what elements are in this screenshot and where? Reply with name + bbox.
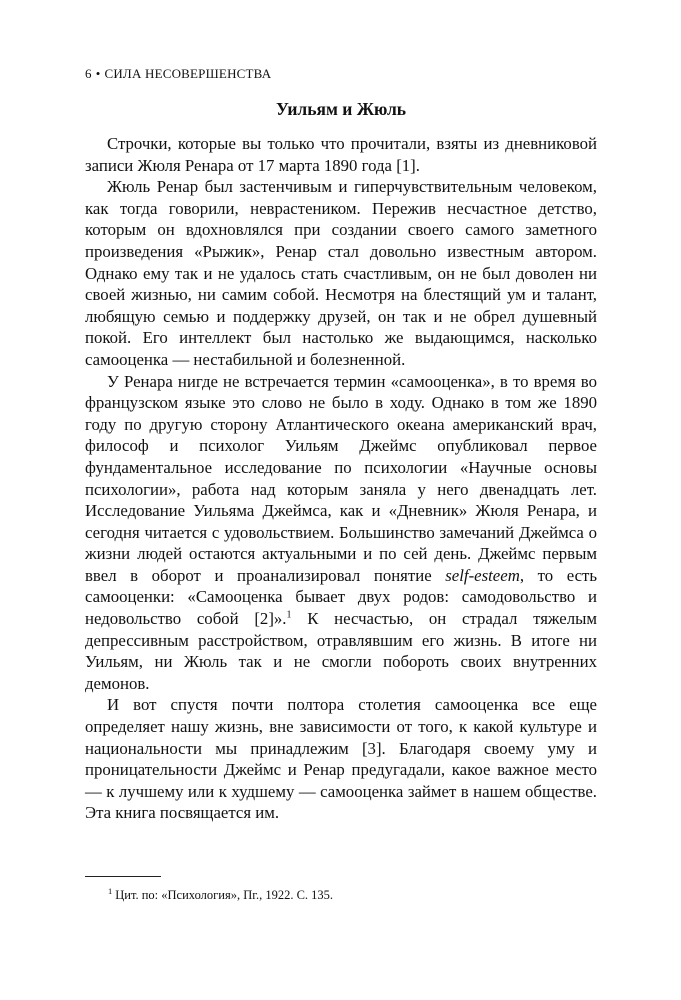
footnote-marker: 1: [108, 885, 113, 896]
footnote: [108, 885, 334, 903]
footnote-reference[interactable]: 1: [286, 609, 292, 621]
body-text: [85, 133, 597, 824]
paragraph-3: [85, 371, 597, 695]
running-head-separator: •: [95, 66, 101, 81]
footnote-text: Цит. по: «Психология», Пг., 1922. С. 135.: [115, 888, 334, 902]
page-number: 6: [85, 66, 92, 81]
paragraph-1: Строчки, которые вы только что прочитали, взяты из дневниковой записи Жюля Ренара от 17 марта 1890 года [1].: [85, 134, 597, 175]
paragraph-3-part-3: К несчастью, он страдал тяжелым депрессивным расстройством, отравлявшим его жизнь. В итоге ни Уильям, ни Жюль так и не смогли побороть своих внутренних демонов.: [85, 609, 597, 693]
paragraph-3-part-2: , то есть самооценки: «Самооценка бывает двух родов: самодовольство и недовольство собой [2]».: [85, 565, 598, 629]
footnote-divider: [85, 876, 161, 877]
chapter-title: Уильям и Жюль: [275, 99, 407, 119]
paragraph-2: Жюль Ренар был застенчивым и гиперчувствительным человеком, как тогда говорили, неврастеником. Пережив несчастное детство, которым он вдохновлялся при создании своего самого заметного произведения «Рыжик», Ренар стал довольно известным автором. Однако ему так и не удалось стать счастливым, он не был доволен ни своей жизнью, ни самим собой. Несмотря на блестящий ум и талант, любящую семью и поддержку друзей, он так и не обрел душевный покой. Его интеллект был настолько же выдающимся, насколько самооценка — нестабильной и болезненной.: [85, 177, 597, 369]
paragraph-4: И вот спустя почти полтора столетия самооценка все еще определяет нашу жизнь, вне зависимости от того, к какой культуре и национальности мы принадлежим [3]. Благодаря своему уму и проницательности Джеймс и Ренар предугадали, какое важное место — к лучшему или к худшему — самооценка займет в нашем обществе. Эта книга посвящается им.: [85, 695, 597, 823]
italic-term: self-esteem: [445, 565, 520, 585]
book-title: СИЛА НЕСОВЕРШЕНСТВА: [104, 66, 272, 81]
paragraph-3-part-1: У Ренара нигде не встречается термин «самооценка», в то время во французском языке это слово не было в ходу. Однако в том же 1890 году по другую сторону Атлантического океана американский врач, философ и психолог Уильям Джеймс опубликовал первое фундаментальное исследование по психологии «Научные основы психологии», работа над которым заняла у него двенадцать лет. Исследование Уильяма Джеймса, как и «Дневник» Жюля Ренара, и сегодня читается с удовольствием. Большинство замечаний Джеймса о жизни людей остаются актуальными и по сей день. Джеймс первым ввел в оборот и проанализировал понятие: [85, 371, 597, 585]
running-head: [85, 66, 271, 82]
